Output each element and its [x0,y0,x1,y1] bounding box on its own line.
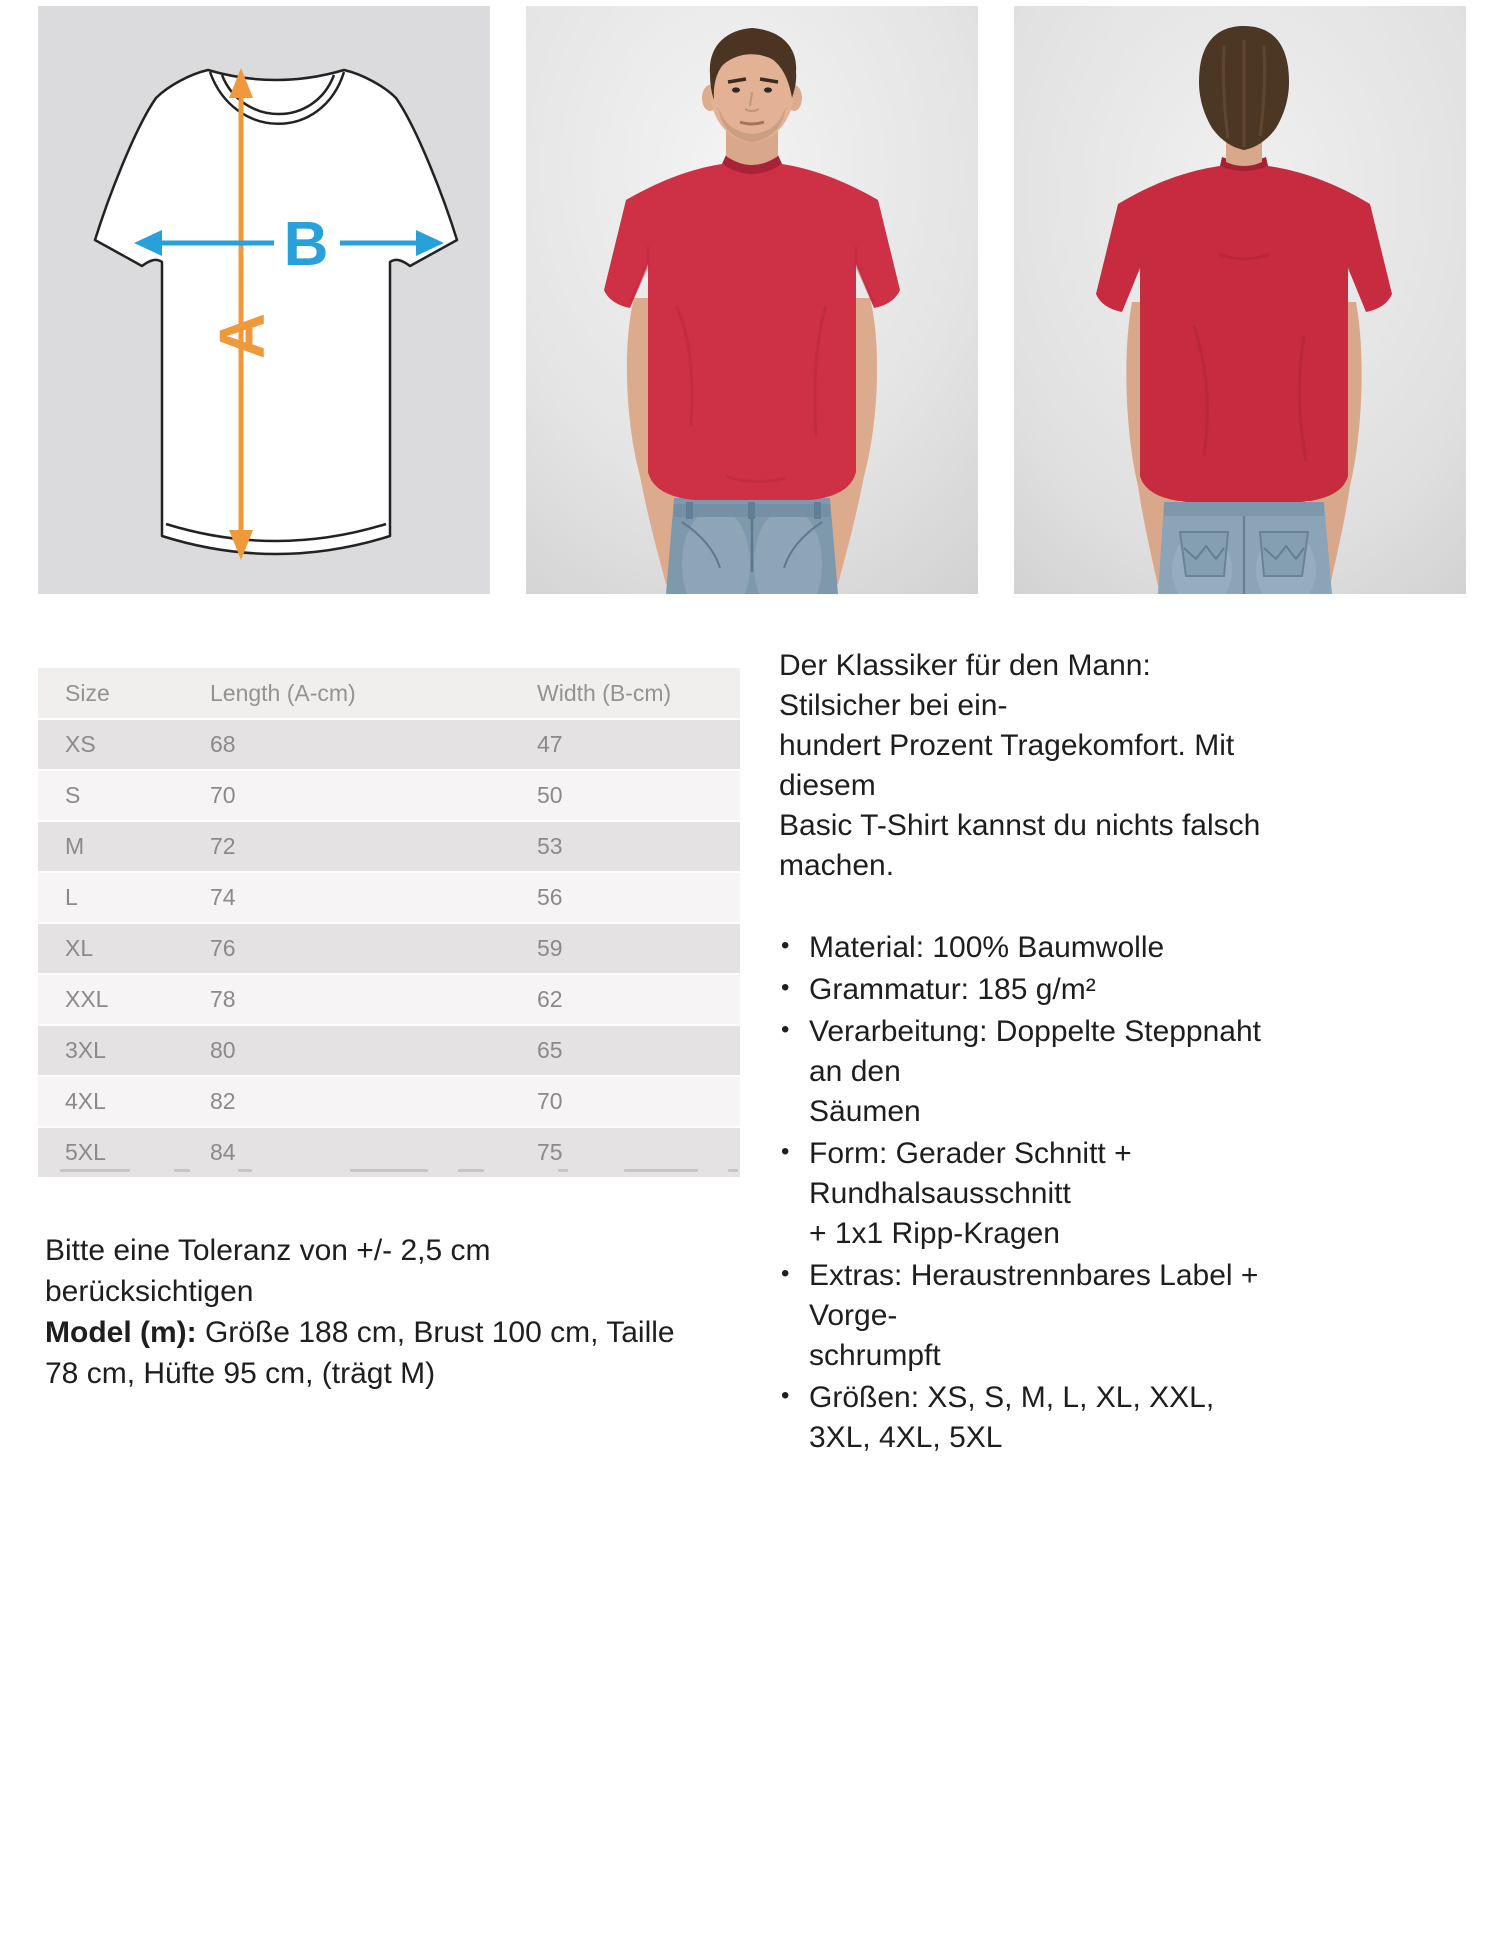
front-jeans [666,498,838,594]
bullet-item [779,1378,1269,1458]
bullet-text-line: + 1x1 Ripp-Kragen [809,1217,1060,1250]
model-back-photo [1014,6,1466,594]
table-cell: 75 [537,1139,563,1165]
table-cell: 62 [537,986,563,1012]
table-cell: 56 [537,884,563,910]
table-cell: 50 [537,782,563,808]
description-intro-line: hundert Prozent Tragekomfort. Mit diesem [779,729,1235,802]
table-cell: 78 [210,986,236,1012]
model-label: Model (m): [45,1316,197,1349]
bullet-item [779,928,1269,968]
bullet-marker: • [781,1260,790,1287]
bullet-marker: • [781,1016,790,1043]
description-intro [779,646,1269,886]
table-cell: XL [65,935,94,961]
tolerance-note [45,1230,705,1394]
bullet-item [779,970,1269,1010]
table-row [38,1075,740,1126]
model-back-illustration [1014,6,1466,594]
table-cell: 82 [210,1088,236,1114]
product-images-row [38,6,1466,594]
table-header-cell: Width (B-cm) [537,679,672,706]
model-front-illustration [526,6,978,594]
bullet-marker: • [781,974,790,1001]
table-cell: 70 [537,1088,563,1114]
table-header-cell: Length (A-cm) [210,679,356,706]
table-row [38,769,740,820]
table-cell: 74 [210,884,236,910]
table-cell: 59 [537,935,563,961]
bullet-item [779,1256,1269,1376]
description-intro-line: Der Klassiker für den Mann: Stilsicher bei ein- [779,649,1151,722]
table-cell: XS [65,731,96,757]
table-row [38,820,740,871]
description-bullet-list [779,928,1269,1458]
table-cell: 65 [537,1037,563,1063]
size-table-header [38,668,740,718]
table-header-cell: Size [65,679,110,706]
table-cell: 5XL [65,1139,106,1165]
table-row [38,922,740,973]
table-cell: L [65,884,78,910]
table-row [38,973,740,1024]
label-a: A [206,312,278,360]
model-measurements: Größe 188 cm, Brust 100 cm, Taille [196,1316,675,1349]
bullet-marker: • [781,932,790,959]
tshirt-measurement-diagram [38,6,490,594]
table-cutoff-row [38,1168,740,1173]
table-row [38,1024,740,1075]
size-table-body [38,718,740,1177]
table-cell: 53 [537,833,563,859]
bullet-text-line: schrumpft [809,1339,941,1372]
table-cell: XXL [65,986,109,1012]
table-cell: 76 [210,935,236,961]
bullet-text-line: Form: Gerader Schnitt + Rundhalsausschnitt [809,1137,1132,1210]
tolerance-line: Bitte eine Toleranz von +/- 2,5 cm berücksichtigen [45,1234,491,1308]
table-cell: 70 [210,782,236,808]
bullet-text-line: Extras: Heraustrennbares Label + Vorge- [809,1259,1259,1332]
bullet-text-line: Grammatur: 185 g/m² [809,973,1096,1006]
table-cell: 72 [210,833,236,859]
size-table [38,668,740,1177]
table-row [38,871,740,922]
table-cell: 3XL [65,1037,106,1063]
description-intro-line: Basic T-Shirt kannst du nichts falsch machen. [779,809,1261,882]
table-row [38,718,740,769]
table-cell: M [65,833,85,859]
table-cell: 68 [210,731,236,757]
bullet-text-line: Säumen [809,1095,921,1128]
model-measurements-line-2: 78 cm, Hüfte 95 cm, (trägt M) [45,1357,436,1390]
bullet-item [779,1134,1269,1254]
front-tshirt [604,155,900,500]
bullet-marker: • [781,1138,790,1165]
table-cell: S [65,782,81,808]
bullet-text-line: Material: 100% Baumwolle [809,931,1165,964]
product-description [779,646,1269,1460]
bullet-marker: • [781,1382,790,1409]
bullet-text-line: Verarbeitung: Doppelte Steppnaht an den [809,1015,1262,1088]
label-b: B [283,210,329,279]
model-measurements-line [45,1312,705,1353]
table-cell: 84 [210,1139,236,1165]
table-cell: 80 [210,1037,236,1063]
model-front-photo [526,6,978,594]
table-cell: 47 [537,731,563,757]
back-jeans [1158,502,1332,594]
size-diagram-image [38,6,490,594]
back-tshirt [1096,157,1392,502]
bullet-item [779,1012,1269,1132]
table-cell: 4XL [65,1088,106,1114]
bullet-text-line: Größen: XS, S, M, L, XL, XXL, 3XL, 4XL, 5XL [809,1381,1215,1454]
